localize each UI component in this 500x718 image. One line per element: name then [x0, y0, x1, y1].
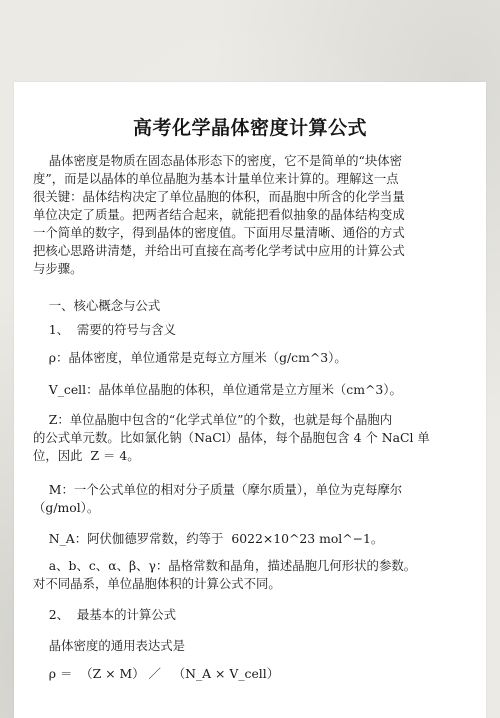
na-definition: N_A：阿伏伽德罗常数，约等于 6022×10^23 mol^−1。 [33, 531, 384, 546]
rho-definition: ρ：晶体密度，单位通常是克每立方厘米（g/cm^3）。 [33, 350, 347, 365]
m-definition: M：一个公式单位的相对分子质量（摩尔质量），单位为克每摩尔 （g/mol）。 [33, 482, 403, 515]
general-expression-label: 晶体密度的通用表达式是 [33, 638, 186, 653]
intro-paragraph: 晶体密度是物质在固态晶体形态下的密度，它不是简单的“块体密 度”，而是以晶体的单位晶胞为基本计量单位来计算的。理解这一点 很关键：晶体结构决定了单位晶胞的体积，而晶胞中所含的化学当量 单位决定了质量。把两者结合起来，就能把看似抽象的晶体结构变成 一个简单的数字，得到晶体的密度值。下面用尽量清晰、通俗的方式 把核心思路讲清楚，并给出可直接在高考化学考试中应用的计算公式 与步骤。 [33, 153, 405, 276]
document-title: 高考化学晶体密度计算公式 [132, 117, 367, 139]
subsection-heading-symbols: 1、 需要的符号与含义 [33, 322, 177, 337]
lattice-definition: a、b、c、α、β、γ：晶格常数和晶角，描述晶胞几何形状的参数。 对不同晶系，单位晶胞体积的计算公式不同。 [33, 558, 417, 591]
density-formula: ρ ＝ （Z × M） ／ （N_A × V_cell） [33, 666, 280, 681]
subsection-heading-formula: 2、 最基本的计算公式 [33, 607, 177, 622]
section-heading: 一、核心概念与公式 [33, 298, 161, 313]
vcell-definition: V_cell：晶体单位晶胞的体积，单位通常是立方厘米（cm^3）。 [33, 382, 402, 397]
z-definition: Z：单位晶胞中包含的“化学式单位”的个数，也就是每个晶胞内 的公式单元数。比如氯化钠（NaCl）晶体，每个晶胞包含 4 个 NaCl 单 位，因此 Z ＝ 4。 [33, 412, 430, 463]
